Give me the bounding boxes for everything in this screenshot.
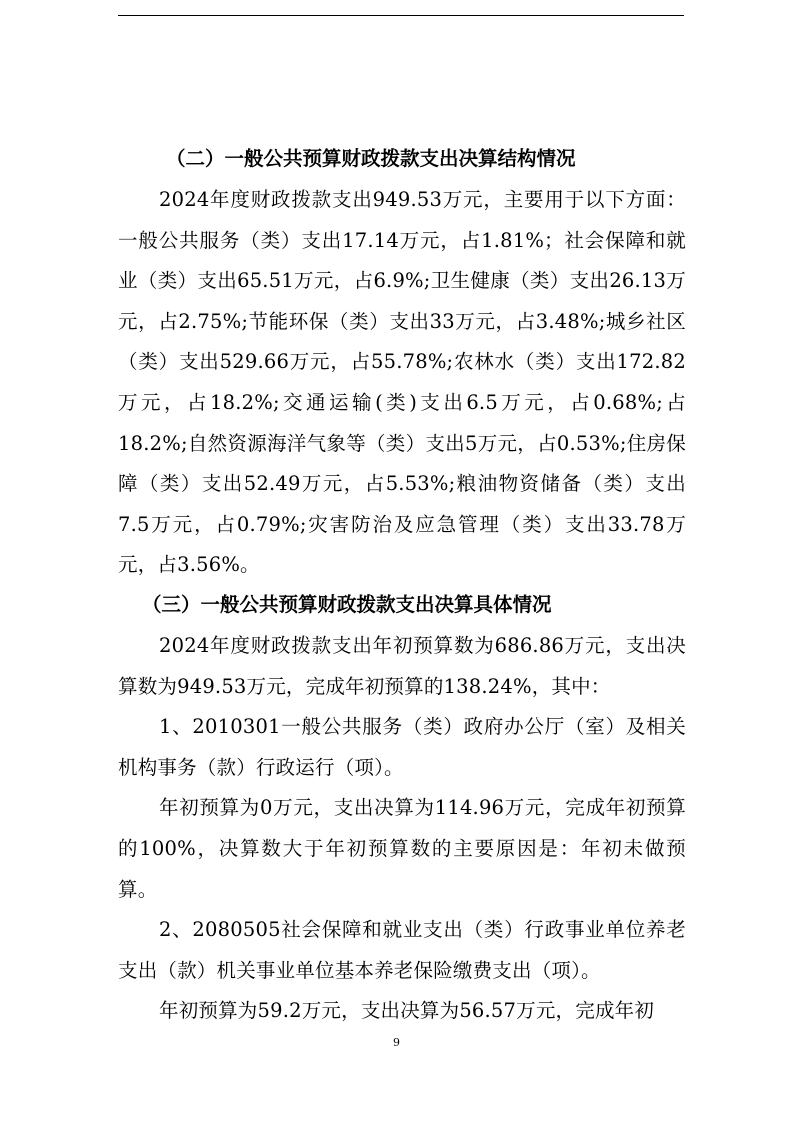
item-2-body: 年初预算为59.2万元，支出决算为56.57万元，完成年初: [159, 999, 655, 1023]
item-1-body: 年初预算为0万元，支出决算为114.96万元，完成年初预算的100%，决算数大于年初预算数的主要原因是：年初未做预算。: [118, 796, 686, 901]
section-heading-3: （三）一般公共预算财政拨款支出决算具体情况: [142, 592, 552, 616]
section-paragraph-2: 2024年度财政拨款支出949.53万元，主要用于以下方面：一般公共服务（类）支出17.14万元，占1.81%；社会保障和就业（类）支出65.51万元，占6.9%;卫生健康（类）支出26.13万元，占2.75%;节能环保（类）支出33万元，占3.48%;城乡社区（类）支出529.66万元，占55.78%;农林水（类）支出172.82万元，占18.2%;交通运输(类)支出6.5万元，占0.68%;占18.2%;自然资源海洋气象等（类）支出5万元，占0.53%;住房保障（类）支出52.49万元，占5.53%;粮油物资储备（类）支出7.5万元，占0.79%;灾害防治及应急管理（类）支出33.78万元，占3.56%。: [118, 188, 686, 577]
item-1-title: 1、2010301一般公共服务（类）政府办公厅（室）及相关机构事务（款）行政运行（项）。: [118, 715, 686, 779]
header-rule: [118, 15, 684, 16]
section-heading-2: （二）一般公共预算财政拨款支出决算结构情况: [166, 147, 576, 170]
section-paragraph-3: 2024年度财政拨款支出年初预算数为686.86万元，支出决算数为949.53万元，完成年初预算的138.24%，其中：: [118, 633, 686, 698]
item-2-title: 2、2080505社会保障和就业支出（类）行政事业单位养老支出（款）机关事业单位基本养老保险缴费支出（项）。: [118, 918, 686, 982]
document-body: [118, 140, 686, 1032]
page-number: 9: [393, 1036, 400, 1049]
